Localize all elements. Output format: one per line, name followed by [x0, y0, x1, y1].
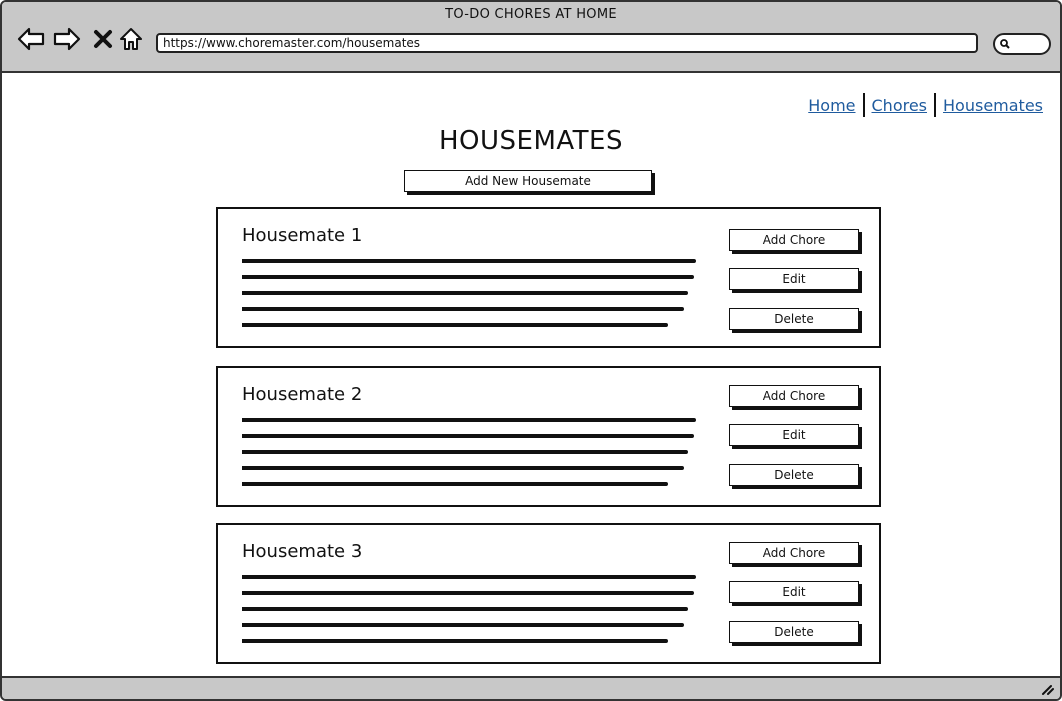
add-new-housemate-button[interactable]: Add New Housemate — [404, 170, 652, 192]
placeholder-text-scribble — [242, 255, 702, 331]
delete-button[interactable]: Delete — [729, 621, 859, 643]
address-bar[interactable]: https://www.choremaster.com/housemates — [156, 33, 978, 53]
edit-button[interactable]: Edit — [729, 581, 859, 603]
back-arrow-icon[interactable] — [16, 24, 46, 54]
window-title: TO-DO CHORES AT HOME — [445, 7, 617, 22]
close-x-icon[interactable] — [88, 24, 118, 54]
edit-button[interactable]: Edit — [729, 424, 859, 446]
top-nav — [801, 93, 1050, 117]
housemate-name: Housemate 3 — [242, 541, 363, 562]
edit-button[interactable]: Edit — [729, 268, 859, 290]
housemate-card — [216, 523, 881, 664]
nav-link-chores[interactable]: Chores — [871, 95, 928, 115]
add-chore-button[interactable]: Add Chore — [729, 385, 859, 407]
home-icon[interactable] — [116, 24, 146, 54]
search-icon — [999, 38, 1011, 50]
placeholder-text-scribble — [242, 414, 702, 490]
housemate-card — [216, 207, 881, 348]
nav-link-housemates[interactable]: Housemates — [943, 95, 1043, 115]
add-chore-button[interactable]: Add Chore — [729, 229, 859, 251]
forward-arrow-icon[interactable] — [52, 24, 82, 54]
page-content — [2, 73, 1060, 676]
page-title: HOUSEMATES — [439, 126, 623, 156]
placeholder-text-scribble — [242, 571, 702, 647]
housemate-card — [216, 366, 881, 507]
housemate-name: Housemate 1 — [242, 225, 363, 246]
add-chore-button[interactable]: Add Chore — [729, 542, 859, 564]
browser-search-box[interactable] — [993, 33, 1051, 55]
nav-link-home[interactable]: Home — [808, 95, 856, 115]
delete-button[interactable]: Delete — [729, 464, 859, 486]
browser-chrome — [2, 2, 1060, 73]
resize-grip-icon[interactable] — [1040, 683, 1054, 695]
housemate-name: Housemate 2 — [242, 384, 363, 405]
status-bar — [2, 676, 1060, 699]
delete-button[interactable]: Delete — [729, 308, 859, 330]
